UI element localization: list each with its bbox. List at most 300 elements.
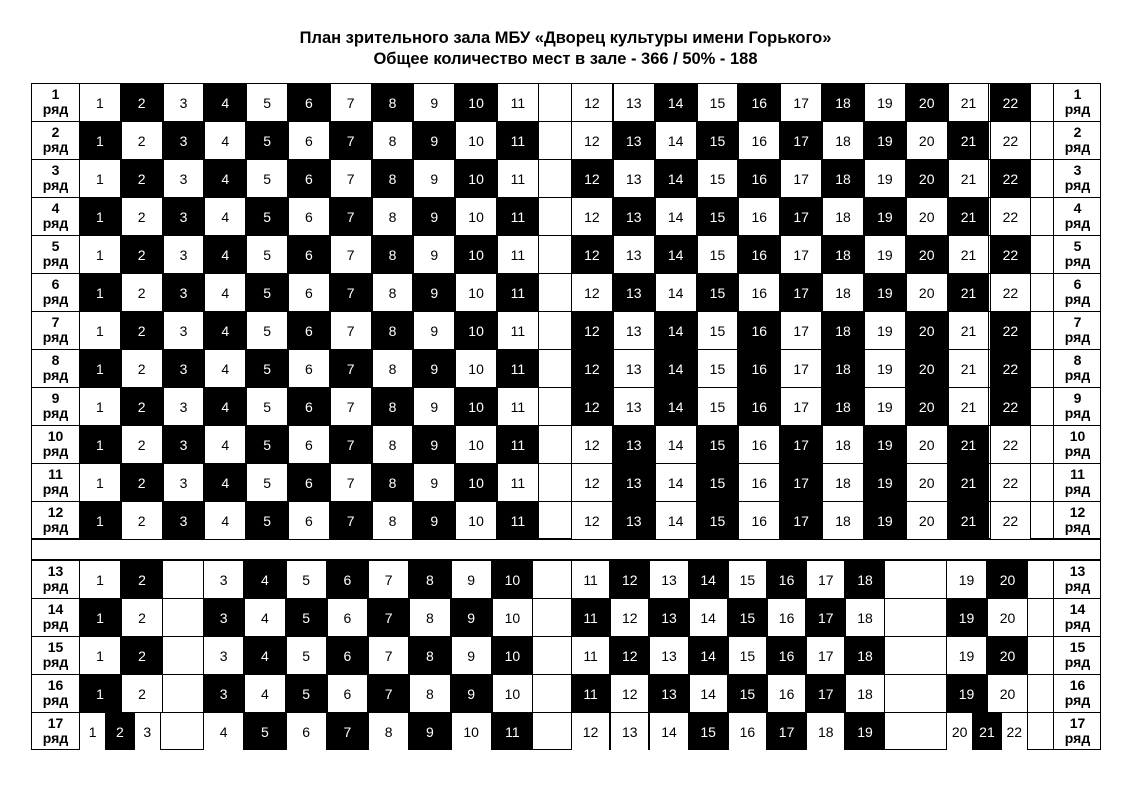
- seat-1-4[interactable]: 4: [204, 84, 246, 121]
- seat-6-3[interactable]: 3: [163, 274, 205, 311]
- seat-2-10[interactable]: 10: [455, 122, 497, 159]
- seat-6-4[interactable]: 4: [204, 274, 246, 311]
- seat-14-10[interactable]: 10: [492, 599, 533, 636]
- seat-13-6[interactable]: 6: [327, 561, 368, 598]
- seat-1-1[interactable]: 1: [79, 84, 121, 121]
- seat-17-8[interactable]: 8: [368, 713, 409, 750]
- seat-2-22[interactable]: 22: [990, 122, 1032, 159]
- seat-11-14[interactable]: 14: [655, 464, 697, 501]
- seat-14-18[interactable]: 18: [845, 599, 884, 636]
- seat-16-4[interactable]: 4: [244, 675, 285, 712]
- seat-5-22[interactable]: 22: [990, 236, 1032, 273]
- seat-11-1[interactable]: 1: [79, 464, 121, 501]
- seat-6-12[interactable]: 12: [571, 274, 613, 311]
- seat-4-20[interactable]: 20: [906, 198, 948, 235]
- seat-8-18[interactable]: 18: [822, 350, 864, 387]
- seat-12-1[interactable]: 1: [79, 502, 121, 539]
- seat-10-22[interactable]: 22: [990, 426, 1032, 463]
- seat-17-15[interactable]: 15: [689, 713, 728, 750]
- seat-1-9[interactable]: 9: [413, 84, 455, 121]
- seat-5-12[interactable]: 12: [571, 236, 613, 273]
- seat-8-3[interactable]: 3: [163, 350, 205, 387]
- seat-16-6[interactable]: 6: [327, 675, 368, 712]
- seat-15-4[interactable]: 4: [244, 637, 285, 674]
- seat-3-8[interactable]: 8: [372, 160, 414, 197]
- seat-10-6[interactable]: 6: [288, 426, 330, 463]
- seat-4-17[interactable]: 17: [780, 198, 822, 235]
- seat-8-19[interactable]: 19: [864, 350, 906, 387]
- seat-12-13[interactable]: 13: [613, 502, 655, 539]
- seat-8-8[interactable]: 8: [372, 350, 414, 387]
- seat-3-14[interactable]: 14: [655, 160, 697, 197]
- seat-3-3[interactable]: 3: [163, 160, 205, 197]
- seat-2-12[interactable]: 12: [571, 122, 613, 159]
- seat-14-11[interactable]: 11: [571, 599, 610, 636]
- seat-10-17[interactable]: 17: [780, 426, 822, 463]
- seat-4-8[interactable]: 8: [372, 198, 414, 235]
- seat-9-10[interactable]: 10: [455, 388, 497, 425]
- seat-5-10[interactable]: 10: [455, 236, 497, 273]
- seat-3-15[interactable]: 15: [697, 160, 739, 197]
- seat-13-14[interactable]: 14: [689, 561, 728, 598]
- seat-8-4[interactable]: 4: [204, 350, 246, 387]
- seat-12-5[interactable]: 5: [246, 502, 288, 539]
- seat-16-20[interactable]: 20: [987, 675, 1028, 712]
- seat-6-11[interactable]: 11: [497, 274, 539, 311]
- seat-14-14[interactable]: 14: [689, 599, 728, 636]
- seat-4-1[interactable]: 1: [79, 198, 121, 235]
- seat-9-15[interactable]: 15: [697, 388, 739, 425]
- seat-10-20[interactable]: 20: [906, 426, 948, 463]
- seat-1-8[interactable]: 8: [372, 84, 414, 121]
- seat-11-7[interactable]: 7: [330, 464, 372, 501]
- seat-11-3[interactable]: 3: [163, 464, 205, 501]
- seat-15-14[interactable]: 14: [689, 637, 728, 674]
- seat-3-20[interactable]: 20: [906, 160, 948, 197]
- seat-9-2[interactable]: 2: [121, 388, 163, 425]
- seat-5-8[interactable]: 8: [372, 236, 414, 273]
- seat-2-20[interactable]: 20: [906, 122, 948, 159]
- seat-15-20[interactable]: 20: [987, 637, 1028, 674]
- seat-7-15[interactable]: 15: [697, 312, 739, 349]
- seat-3-5[interactable]: 5: [246, 160, 288, 197]
- seat-3-1[interactable]: 1: [79, 160, 121, 197]
- seat-1-22[interactable]: 22: [990, 84, 1032, 121]
- seat-4-13[interactable]: 13: [613, 198, 655, 235]
- seat-8-2[interactable]: 2: [121, 350, 163, 387]
- seat-10-12[interactable]: 12: [571, 426, 613, 463]
- seat-8-10[interactable]: 10: [455, 350, 497, 387]
- seat-14-19[interactable]: 19: [946, 599, 987, 636]
- seat-5-3[interactable]: 3: [163, 236, 205, 273]
- seat-7-7[interactable]: 7: [330, 312, 372, 349]
- seat-9-19[interactable]: 19: [864, 388, 906, 425]
- seat-14-15[interactable]: 15: [728, 599, 767, 636]
- seat-2-21[interactable]: 21: [948, 122, 990, 159]
- seat-10-4[interactable]: 4: [204, 426, 246, 463]
- seat-4-12[interactable]: 12: [571, 198, 613, 235]
- seat-15-13[interactable]: 13: [649, 637, 688, 674]
- seat-10-1[interactable]: 1: [79, 426, 121, 463]
- seat-6-15[interactable]: 15: [697, 274, 739, 311]
- seat-12-17[interactable]: 17: [780, 502, 822, 539]
- seat-9-7[interactable]: 7: [330, 388, 372, 425]
- seat-17-20[interactable]: 20: [946, 713, 973, 750]
- seat-8-11[interactable]: 11: [497, 350, 539, 387]
- seat-2-11[interactable]: 11: [497, 122, 539, 159]
- seat-13-4[interactable]: 4: [244, 561, 285, 598]
- seat-9-16[interactable]: 16: [738, 388, 780, 425]
- seat-9-9[interactable]: 9: [413, 388, 455, 425]
- seat-17-7[interactable]: 7: [327, 713, 368, 750]
- seat-7-11[interactable]: 11: [497, 312, 539, 349]
- seat-10-15[interactable]: 15: [697, 426, 739, 463]
- seat-16-16[interactable]: 16: [767, 675, 806, 712]
- seat-1-21[interactable]: 21: [948, 84, 990, 121]
- seat-4-15[interactable]: 15: [697, 198, 739, 235]
- seat-9-17[interactable]: 17: [780, 388, 822, 425]
- seat-12-9[interactable]: 9: [413, 502, 455, 539]
- seat-14-5[interactable]: 5: [286, 599, 327, 636]
- seat-17-9[interactable]: 9: [409, 713, 450, 750]
- seat-12-8[interactable]: 8: [372, 502, 414, 539]
- seat-6-8[interactable]: 8: [372, 274, 414, 311]
- seat-6-21[interactable]: 21: [948, 274, 990, 311]
- seat-15-5[interactable]: 5: [286, 637, 327, 674]
- seat-10-11[interactable]: 11: [497, 426, 539, 463]
- seat-3-19[interactable]: 19: [864, 160, 906, 197]
- seat-8-21[interactable]: 21: [948, 350, 990, 387]
- seat-8-20[interactable]: 20: [906, 350, 948, 387]
- seat-11-9[interactable]: 9: [413, 464, 455, 501]
- seat-6-17[interactable]: 17: [780, 274, 822, 311]
- seat-5-6[interactable]: 6: [288, 236, 330, 273]
- seat-15-8[interactable]: 8: [409, 637, 450, 674]
- seat-11-21[interactable]: 21: [948, 464, 990, 501]
- seat-11-5[interactable]: 5: [246, 464, 288, 501]
- seat-8-15[interactable]: 15: [697, 350, 739, 387]
- seat-13-17[interactable]: 17: [806, 561, 845, 598]
- seat-7-1[interactable]: 1: [79, 312, 121, 349]
- seat-8-5[interactable]: 5: [246, 350, 288, 387]
- seat-7-10[interactable]: 10: [455, 312, 497, 349]
- seat-10-16[interactable]: 16: [738, 426, 780, 463]
- seat-2-19[interactable]: 19: [864, 122, 906, 159]
- seat-16-2[interactable]: 2: [121, 675, 163, 712]
- seat-11-20[interactable]: 20: [906, 464, 948, 501]
- seat-12-22[interactable]: 22: [990, 502, 1032, 539]
- seat-2-7[interactable]: 7: [330, 122, 372, 159]
- seat-17-16[interactable]: 16: [728, 713, 767, 750]
- seat-2-3[interactable]: 3: [163, 122, 205, 159]
- seat-5-19[interactable]: 19: [864, 236, 906, 273]
- seat-17-3[interactable]: 3: [134, 713, 161, 750]
- seat-15-11[interactable]: 11: [571, 637, 610, 674]
- seat-5-13[interactable]: 13: [613, 236, 655, 273]
- seat-17-18[interactable]: 18: [806, 713, 845, 750]
- seat-7-3[interactable]: 3: [163, 312, 205, 349]
- seat-12-6[interactable]: 6: [288, 502, 330, 539]
- seat-1-13[interactable]: 13: [613, 84, 655, 121]
- seat-15-19[interactable]: 19: [946, 637, 987, 674]
- seat-8-12[interactable]: 12: [571, 350, 613, 387]
- seat-16-14[interactable]: 14: [689, 675, 728, 712]
- seat-13-1[interactable]: 1: [79, 561, 121, 598]
- seat-16-7[interactable]: 7: [368, 675, 409, 712]
- seat-14-9[interactable]: 9: [451, 599, 492, 636]
- seat-13-18[interactable]: 18: [845, 561, 884, 598]
- seat-7-14[interactable]: 14: [655, 312, 697, 349]
- seat-10-14[interactable]: 14: [655, 426, 697, 463]
- seat-11-22[interactable]: 22: [990, 464, 1032, 501]
- seat-16-8[interactable]: 8: [409, 675, 450, 712]
- seat-10-2[interactable]: 2: [121, 426, 163, 463]
- seat-4-7[interactable]: 7: [330, 198, 372, 235]
- seat-13-9[interactable]: 9: [451, 561, 492, 598]
- seat-12-20[interactable]: 20: [906, 502, 948, 539]
- seat-2-16[interactable]: 16: [738, 122, 780, 159]
- seat-6-19[interactable]: 19: [864, 274, 906, 311]
- seat-3-9[interactable]: 9: [413, 160, 455, 197]
- seat-6-5[interactable]: 5: [246, 274, 288, 311]
- seat-13-13[interactable]: 13: [649, 561, 688, 598]
- seat-2-14[interactable]: 14: [655, 122, 697, 159]
- seat-15-6[interactable]: 6: [327, 637, 368, 674]
- seat-8-7[interactable]: 7: [330, 350, 372, 387]
- seat-2-9[interactable]: 9: [413, 122, 455, 159]
- seat-9-4[interactable]: 4: [204, 388, 246, 425]
- seat-7-4[interactable]: 4: [204, 312, 246, 349]
- seat-15-18[interactable]: 18: [845, 637, 884, 674]
- seat-6-6[interactable]: 6: [288, 274, 330, 311]
- seat-16-5[interactable]: 5: [286, 675, 327, 712]
- seat-15-3[interactable]: 3: [203, 637, 244, 674]
- seat-4-14[interactable]: 14: [655, 198, 697, 235]
- seat-1-18[interactable]: 18: [822, 84, 864, 121]
- seat-2-15[interactable]: 15: [697, 122, 739, 159]
- seat-1-11[interactable]: 11: [497, 84, 539, 121]
- seat-17-13[interactable]: 13: [610, 713, 649, 750]
- seat-10-8[interactable]: 8: [372, 426, 414, 463]
- seat-7-6[interactable]: 6: [288, 312, 330, 349]
- seat-2-13[interactable]: 13: [613, 122, 655, 159]
- seat-5-11[interactable]: 11: [497, 236, 539, 273]
- seat-2-8[interactable]: 8: [372, 122, 414, 159]
- seat-4-5[interactable]: 5: [246, 198, 288, 235]
- seat-17-11[interactable]: 11: [492, 713, 533, 750]
- seat-10-18[interactable]: 18: [822, 426, 864, 463]
- seat-4-6[interactable]: 6: [288, 198, 330, 235]
- seat-5-4[interactable]: 4: [204, 236, 246, 273]
- seat-11-15[interactable]: 15: [697, 464, 739, 501]
- seat-14-6[interactable]: 6: [327, 599, 368, 636]
- seat-7-12[interactable]: 12: [571, 312, 613, 349]
- seat-1-17[interactable]: 17: [780, 84, 822, 121]
- seat-8-17[interactable]: 17: [780, 350, 822, 387]
- seat-17-4[interactable]: 4: [203, 713, 244, 750]
- seat-14-1[interactable]: 1: [79, 599, 121, 636]
- seat-15-2[interactable]: 2: [121, 637, 163, 674]
- seat-3-21[interactable]: 21: [948, 160, 990, 197]
- seat-9-1[interactable]: 1: [79, 388, 121, 425]
- seat-6-14[interactable]: 14: [655, 274, 697, 311]
- seat-6-13[interactable]: 13: [613, 274, 655, 311]
- seat-5-16[interactable]: 16: [738, 236, 780, 273]
- seat-17-22[interactable]: 22: [1001, 713, 1028, 750]
- seat-5-2[interactable]: 2: [121, 236, 163, 273]
- seat-7-18[interactable]: 18: [822, 312, 864, 349]
- seat-11-11[interactable]: 11: [497, 464, 539, 501]
- seat-14-12[interactable]: 12: [610, 599, 649, 636]
- seat-14-2[interactable]: 2: [121, 599, 163, 636]
- seat-11-4[interactable]: 4: [204, 464, 246, 501]
- seat-7-2[interactable]: 2: [121, 312, 163, 349]
- seat-1-6[interactable]: 6: [288, 84, 330, 121]
- seat-4-19[interactable]: 19: [864, 198, 906, 235]
- seat-9-5[interactable]: 5: [246, 388, 288, 425]
- seat-8-22[interactable]: 22: [990, 350, 1032, 387]
- seat-3-18[interactable]: 18: [822, 160, 864, 197]
- seat-1-14[interactable]: 14: [655, 84, 697, 121]
- seat-16-1[interactable]: 1: [79, 675, 121, 712]
- seat-14-4[interactable]: 4: [244, 599, 285, 636]
- seat-14-17[interactable]: 17: [806, 599, 845, 636]
- seat-11-16[interactable]: 16: [738, 464, 780, 501]
- seat-9-8[interactable]: 8: [372, 388, 414, 425]
- seat-11-18[interactable]: 18: [822, 464, 864, 501]
- seat-5-18[interactable]: 18: [822, 236, 864, 273]
- seat-15-17[interactable]: 17: [806, 637, 845, 674]
- seat-1-7[interactable]: 7: [330, 84, 372, 121]
- seat-13-10[interactable]: 10: [492, 561, 533, 598]
- seat-17-6[interactable]: 6: [286, 713, 327, 750]
- seat-6-18[interactable]: 18: [822, 274, 864, 311]
- seat-3-7[interactable]: 7: [330, 160, 372, 197]
- seat-10-19[interactable]: 19: [864, 426, 906, 463]
- seat-7-16[interactable]: 16: [738, 312, 780, 349]
- seat-11-12[interactable]: 12: [571, 464, 613, 501]
- seat-10-3[interactable]: 3: [163, 426, 205, 463]
- seat-11-19[interactable]: 19: [864, 464, 906, 501]
- seat-16-18[interactable]: 18: [845, 675, 884, 712]
- seat-15-9[interactable]: 9: [451, 637, 492, 674]
- seat-4-21[interactable]: 21: [948, 198, 990, 235]
- seat-9-14[interactable]: 14: [655, 388, 697, 425]
- seat-1-15[interactable]: 15: [697, 84, 739, 121]
- seat-2-2[interactable]: 2: [121, 122, 163, 159]
- seat-12-19[interactable]: 19: [864, 502, 906, 539]
- seat-4-18[interactable]: 18: [822, 198, 864, 235]
- seat-16-15[interactable]: 15: [728, 675, 767, 712]
- seat-10-21[interactable]: 21: [948, 426, 990, 463]
- seat-11-13[interactable]: 13: [613, 464, 655, 501]
- seat-3-11[interactable]: 11: [497, 160, 539, 197]
- seat-7-9[interactable]: 9: [413, 312, 455, 349]
- seat-12-14[interactable]: 14: [655, 502, 697, 539]
- seat-1-2[interactable]: 2: [121, 84, 163, 121]
- seat-1-20[interactable]: 20: [906, 84, 948, 121]
- seat-13-19[interactable]: 19: [946, 561, 987, 598]
- seat-2-6[interactable]: 6: [288, 122, 330, 159]
- seat-7-8[interactable]: 8: [372, 312, 414, 349]
- seat-2-17[interactable]: 17: [780, 122, 822, 159]
- seat-13-11[interactable]: 11: [571, 561, 610, 598]
- seat-11-2[interactable]: 2: [121, 464, 163, 501]
- seat-17-10[interactable]: 10: [451, 713, 492, 750]
- seat-15-15[interactable]: 15: [728, 637, 767, 674]
- seat-3-10[interactable]: 10: [455, 160, 497, 197]
- seat-5-20[interactable]: 20: [906, 236, 948, 273]
- seat-5-21[interactable]: 21: [948, 236, 990, 273]
- seat-2-4[interactable]: 4: [204, 122, 246, 159]
- seat-14-16[interactable]: 16: [767, 599, 806, 636]
- seat-5-5[interactable]: 5: [246, 236, 288, 273]
- seat-5-7[interactable]: 7: [330, 236, 372, 273]
- seat-12-3[interactable]: 3: [163, 502, 205, 539]
- seat-6-2[interactable]: 2: [121, 274, 163, 311]
- seat-2-5[interactable]: 5: [246, 122, 288, 159]
- seat-9-11[interactable]: 11: [497, 388, 539, 425]
- seat-12-18[interactable]: 18: [822, 502, 864, 539]
- seat-11-17[interactable]: 17: [780, 464, 822, 501]
- seat-9-22[interactable]: 22: [990, 388, 1032, 425]
- seat-4-4[interactable]: 4: [204, 198, 246, 235]
- seat-17-12[interactable]: 12: [571, 713, 610, 750]
- seat-16-10[interactable]: 10: [492, 675, 533, 712]
- seat-6-9[interactable]: 9: [413, 274, 455, 311]
- seat-13-20[interactable]: 20: [987, 561, 1028, 598]
- seat-17-5[interactable]: 5: [244, 713, 285, 750]
- seat-7-19[interactable]: 19: [864, 312, 906, 349]
- seat-9-6[interactable]: 6: [288, 388, 330, 425]
- seat-11-6[interactable]: 6: [288, 464, 330, 501]
- seat-6-16[interactable]: 16: [738, 274, 780, 311]
- seat-13-7[interactable]: 7: [368, 561, 409, 598]
- seat-7-5[interactable]: 5: [246, 312, 288, 349]
- seat-17-17[interactable]: 17: [767, 713, 806, 750]
- seat-5-15[interactable]: 15: [697, 236, 739, 273]
- seat-8-14[interactable]: 14: [655, 350, 697, 387]
- seat-3-16[interactable]: 16: [738, 160, 780, 197]
- seat-14-3[interactable]: 3: [203, 599, 244, 636]
- seat-14-7[interactable]: 7: [368, 599, 409, 636]
- seat-4-10[interactable]: 10: [455, 198, 497, 235]
- seat-10-10[interactable]: 10: [455, 426, 497, 463]
- seat-6-1[interactable]: 1: [79, 274, 121, 311]
- seat-12-21[interactable]: 21: [948, 502, 990, 539]
- seat-5-17[interactable]: 17: [780, 236, 822, 273]
- seat-5-1[interactable]: 1: [79, 236, 121, 273]
- seat-15-10[interactable]: 10: [492, 637, 533, 674]
- seat-12-15[interactable]: 15: [697, 502, 739, 539]
- seat-9-21[interactable]: 21: [948, 388, 990, 425]
- seat-9-12[interactable]: 12: [571, 388, 613, 425]
- seat-16-17[interactable]: 17: [806, 675, 845, 712]
- seat-8-1[interactable]: 1: [79, 350, 121, 387]
- seat-6-20[interactable]: 20: [906, 274, 948, 311]
- seat-14-13[interactable]: 13: [649, 599, 688, 636]
- seat-8-16[interactable]: 16: [738, 350, 780, 387]
- seat-15-12[interactable]: 12: [610, 637, 649, 674]
- seat-17-19[interactable]: 19: [845, 713, 884, 750]
- seat-16-19[interactable]: 19: [946, 675, 987, 712]
- seat-3-13[interactable]: 13: [613, 160, 655, 197]
- seat-8-6[interactable]: 6: [288, 350, 330, 387]
- seat-9-3[interactable]: 3: [163, 388, 205, 425]
- seat-12-10[interactable]: 10: [455, 502, 497, 539]
- seat-15-7[interactable]: 7: [368, 637, 409, 674]
- seat-15-1[interactable]: 1: [79, 637, 121, 674]
